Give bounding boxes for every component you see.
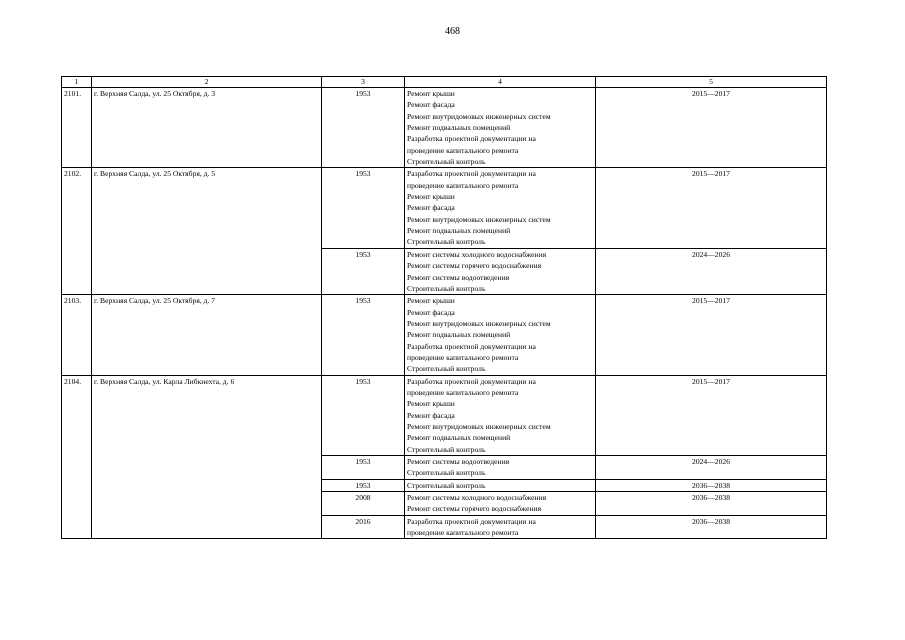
entry-address: г. Верхняя Салда, ул. 25 Октября, д. 3 <box>92 88 322 168</box>
entry-number: 2102. <box>62 168 92 295</box>
work-item: проведение капитального ремонта <box>407 528 519 538</box>
work-item: Ремонт крыши <box>407 399 455 409</box>
build-year: 1953 <box>322 88 405 168</box>
work-item: Ремонт крыши <box>407 89 455 98</box>
works-list <box>405 492 596 516</box>
work-item: Строительный контроль <box>407 283 486 293</box>
works-list <box>405 248 596 294</box>
works-list <box>405 375 596 455</box>
entry-address: г. Верхняя Салда, ул. Карла Либкнехта, д. 6 <box>92 375 322 539</box>
repair-period: 2036—2038 <box>596 492 827 516</box>
repair-schedule-table <box>61 76 827 539</box>
work-item: Разработка проектной документации на <box>407 134 536 144</box>
work-item: Ремонт системы горячего водоснабжения <box>407 261 542 271</box>
work-item: Ремонт системы холодного водоснабжения <box>407 493 547 503</box>
repair-period: 2024—2026 <box>596 248 827 294</box>
work-item: Ремонт подвальных помещений <box>407 330 511 340</box>
table-row <box>62 375 827 455</box>
works-list <box>405 168 596 248</box>
repair-period: 2024—2026 <box>596 456 827 480</box>
build-year: 1953 <box>322 375 405 455</box>
work-item: Ремонт крыши <box>407 296 455 306</box>
work-item: Ремонт подвальных помещений <box>407 433 511 443</box>
work-item: Ремонт внутридомовых инженерных систем <box>407 318 551 328</box>
repair-period: 2036—2038 <box>596 479 827 491</box>
table-header <box>62 77 827 88</box>
col-header-5: 5 <box>596 77 827 88</box>
work-item: проведение капитального ремонта <box>407 387 519 397</box>
header-row <box>62 77 827 88</box>
work-item: Строительный контроль <box>407 480 486 490</box>
table-row <box>62 295 827 375</box>
work-item: Ремонт подвальных помещений <box>407 226 511 236</box>
works-list <box>405 295 596 375</box>
work-item: Строительный контроль <box>407 364 486 374</box>
build-year: 1953 <box>322 456 405 480</box>
build-year: 1953 <box>322 168 405 248</box>
build-year: 1953 <box>322 479 405 491</box>
work-item: Строительный контроль <box>407 444 486 454</box>
work-item: Строительный контроль <box>407 237 486 247</box>
table-body <box>62 88 827 539</box>
work-item: Ремонт внутридомовых инженерных систем <box>407 214 551 224</box>
table-row <box>62 168 827 248</box>
work-item: Ремонт системы водоотведения <box>407 272 510 282</box>
col-header-1: 1 <box>62 77 92 88</box>
works-list <box>405 456 596 480</box>
build-year: 2008 <box>322 492 405 516</box>
entry-number: 2103. <box>62 295 92 375</box>
repair-period: 2015—2017 <box>596 88 827 168</box>
build-year: 2016 <box>322 515 405 539</box>
work-item: проведение капитального ремонта <box>407 145 519 155</box>
works-list <box>405 479 596 491</box>
work-item: Строительный контроль <box>407 157 486 167</box>
work-item: Ремонт системы горячего водоснабжения <box>407 504 542 514</box>
work-item: Ремонт системы холодного водоснабжения <box>407 249 547 259</box>
work-item: Ремонт фасада <box>407 203 455 213</box>
work-item: Ремонт фасада <box>407 100 455 110</box>
works-list <box>405 88 596 168</box>
work-item: Ремонт внутридомовых инженерных систем <box>407 421 551 431</box>
work-item: Разработка проектной документации на <box>407 169 536 179</box>
work-item: Ремонт фасада <box>407 307 455 317</box>
work-item: Разработка проектной документации на <box>407 341 536 351</box>
entry-number: 2101. <box>62 88 92 168</box>
work-item: Ремонт подвальных помещений <box>407 123 511 133</box>
work-item: Строительный контроль <box>407 468 486 478</box>
work-item: Ремонт фасада <box>407 410 455 420</box>
repair-period: 2015—2017 <box>596 168 827 248</box>
work-item: Ремонт крыши <box>407 192 455 202</box>
work-item: Разработка проектной документации на <box>407 516 536 526</box>
build-year: 1953 <box>322 248 405 294</box>
work-item: проведение капитального ремонта <box>407 352 519 362</box>
repair-period: 2015—2017 <box>596 375 827 455</box>
entry-address: г. Верхняя Салда, ул. 25 Октября, д. 7 <box>92 295 322 375</box>
table-row <box>62 88 827 168</box>
work-item: проведение капитального ремонта <box>407 180 519 190</box>
work-item: Разработка проектной документации на <box>407 376 536 386</box>
col-header-3: 3 <box>322 77 405 88</box>
works-list <box>405 515 596 539</box>
entry-address: г. Верхняя Салда, ул. 25 Октября, д. 5 <box>92 168 322 295</box>
col-header-4: 4 <box>405 77 596 88</box>
col-header-2: 2 <box>92 77 322 88</box>
repair-period: 2036—2038 <box>596 515 827 539</box>
repair-period: 2015—2017 <box>596 295 827 375</box>
work-item: Ремонт внутридомовых инженерных систем <box>407 111 551 121</box>
build-year: 1953 <box>322 295 405 375</box>
entry-number: 2104. <box>62 375 92 539</box>
work-item: Ремонт системы водоотведения <box>407 457 510 466</box>
page-number: 468 <box>445 26 460 37</box>
